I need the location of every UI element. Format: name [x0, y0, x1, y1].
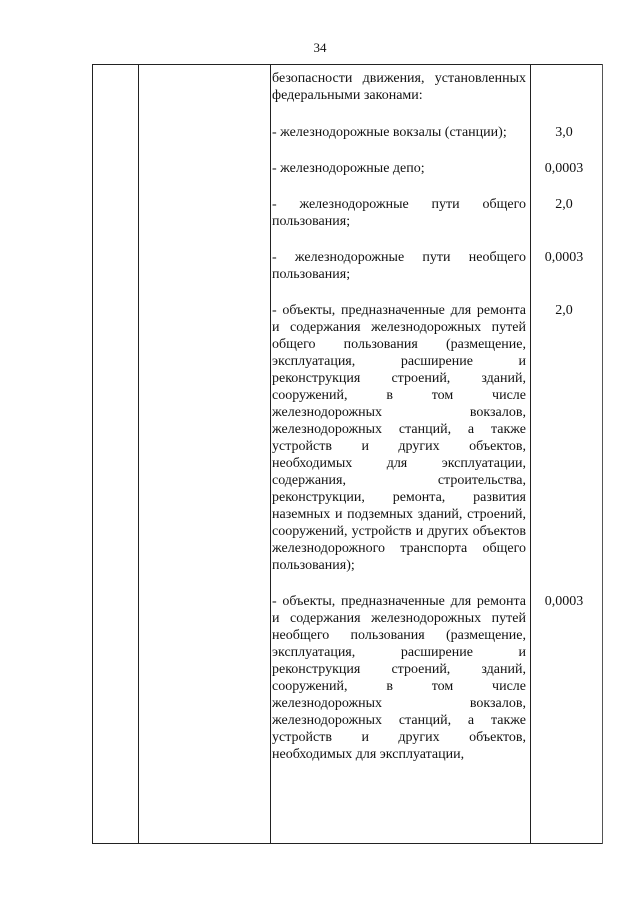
row-value: 0,0003	[544, 250, 584, 265]
row-description: - объекты, предназначенные для ремонта и содержания железнодорожных путей необщего пользования (размещение, эксплуатация, расширение и реконструкция строений, зданий, сооружений, в том числе железнодорожных вокзалов, железнодорожных станций, а также устройств и других объектов, необходимых для эксплуатации,	[272, 594, 526, 762]
table-row	[272, 249, 602, 283]
table-row	[272, 124, 602, 141]
row-description: безопасности движения, установленных федеральными законами:	[272, 71, 526, 103]
row-description: - железнодорожные пути общего пользования;	[272, 197, 526, 229]
row-value: 2,0	[555, 303, 573, 318]
row-description: - железнодорожные пути необщего пользования;	[272, 250, 526, 282]
row-value: 2,0	[555, 197, 573, 212]
table-row	[272, 196, 602, 230]
page-number: 34	[313, 40, 327, 55]
table-row	[272, 70, 602, 104]
column-divider-1	[138, 65, 139, 843]
column-divider-2	[270, 65, 271, 843]
row-description: - железнодорожные депо;	[272, 161, 425, 176]
table-right-border	[602, 64, 603, 844]
row-description: - железнодорожные вокзалы (станции);	[272, 125, 507, 140]
table-row	[272, 302, 602, 574]
row-value: 0,0003	[544, 161, 584, 176]
table-row	[272, 593, 602, 763]
row-description: - объекты, предназначенные для ремонта и содержания железнодорожных путей общего пользования (размещение, эксплуатация, расширение и реконструкция строений, зданий, сооружений, в том числе железнодорожных вокзалов, железнодорожных станций, а также устройств и других объектов, необходимых для эксплуатации, содержания, строительства, реконструкции, ремонта, развития наземных и подземных зданий, строений, сооружений, устройств и других объектов железнодорожного транспорта общего пользования);	[272, 303, 526, 573]
table-rows	[272, 70, 602, 782]
table-row	[272, 160, 602, 177]
row-value: 0,0003	[544, 594, 584, 609]
row-value: 3,0	[555, 125, 573, 140]
